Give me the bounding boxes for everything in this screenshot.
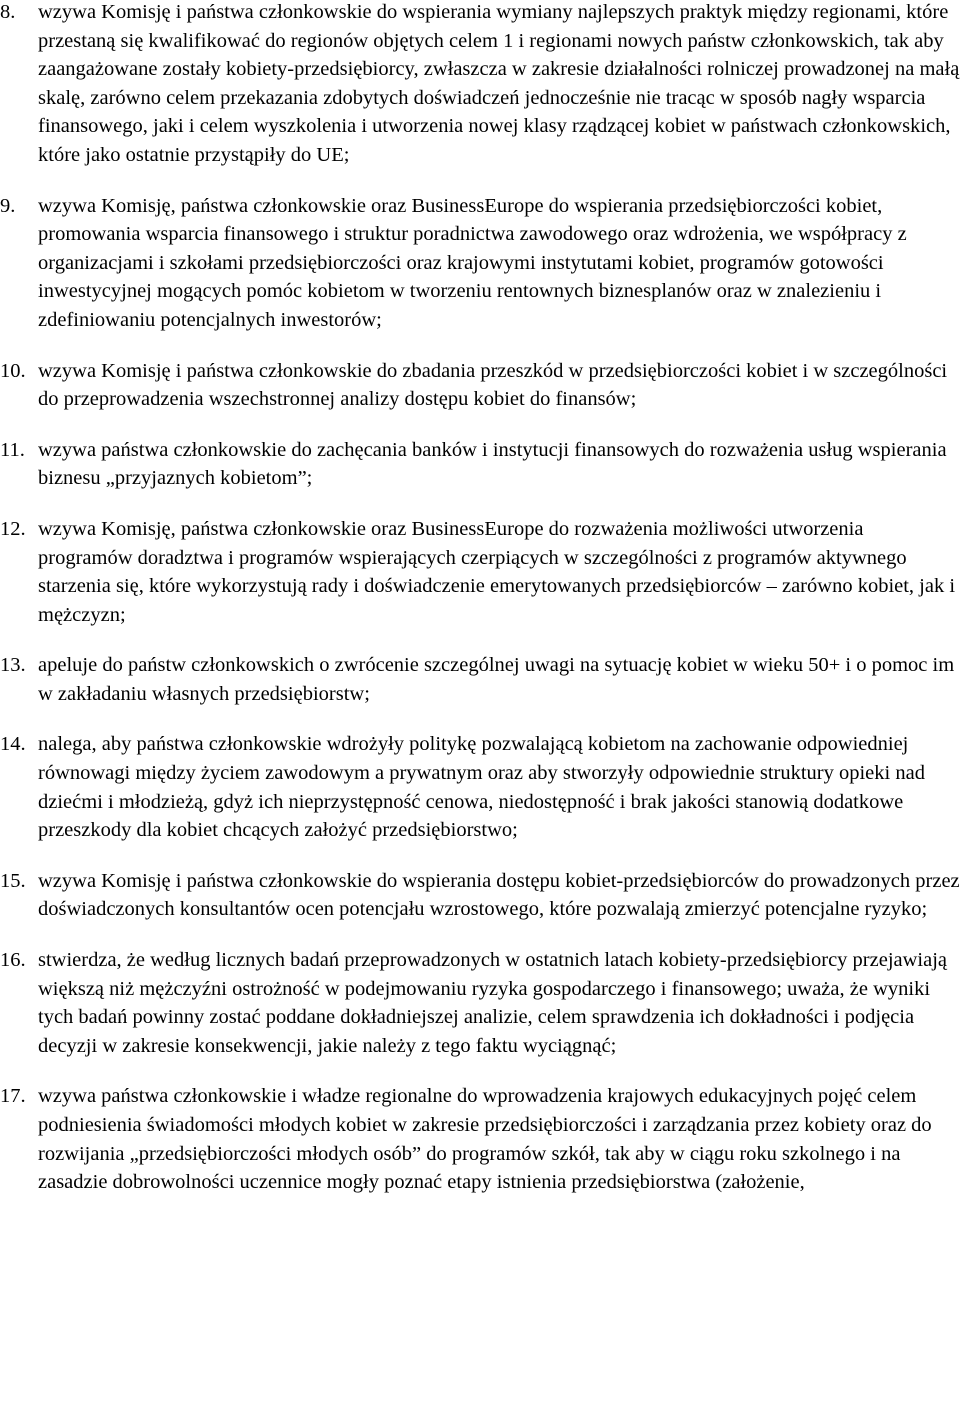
item-number: 9. [0,194,16,217]
item-text: wzywa Komisję i państwa członkowskie do wspierania wymiany najlepszych praktyk między regionami, które przestaną się kwalifikować do regionów objętych celem 1 i regionami nowych państw członkowskich, tak aby zaangażowane zostały kobiety-przedsiębiorcy, zwłaszcza w zakresie działalności rolniczej prowadzonej na małą skalę, zarówno celem przekazania zdobytych doświadczeń jednocześnie nie tracąc w sposób nagły wsparcia finansowego, jaki i celem wyszkolenia i utworzenia nowej klasy rządzącej kobiet w państwach członkowskich, które jako ostatnie przystąpiły do UE; [38,1,960,166]
list-item [0,515,960,629]
item-number: 16. [0,949,26,972]
list-item [0,357,960,414]
item-text: wzywa Komisję, państwa członkowskie oraz BusinessEurope do rozważenia możliwości utworzenia programów doradztwa i programów wspierających czerpiących w szczególności z programów aktywnego starzenia się, które wykorzystują rady i doświadczenie emerytowanych przedsiębiorców – zarówno kobiet, jak i mężczyzn; [38,517,956,626]
item-text: wzywa państwa członkowskie do zachęcania banków i instytucji finansowych do rozważenia usług wspierania biznesu „przyjaznych kobietom”; [38,438,947,490]
item-number: 11. [0,438,25,461]
item-text: wzywa Komisję, państwa członkowskie oraz BusinessEurope do wspierania przedsiębiorczości kobiet, promowania wsparcia finansowego i struktur poradnictwa zawodowego oraz wdrożenia, we współpracy z organizacjami i szkołami przedsiębiorczości oraz krajowymi instytutami kobiet, programów gotowości inwestycyjnej mogących pomóc kobietom w tworzeniu rentownych biznesplanów oraz w znalezieniu i zdefiniowaniu potencjalnych inwestorów; [38,194,907,331]
item-text: wzywa państwa członkowskie i władze regionalne do wprowadzenia krajowych edukacyjnych pojęć celem podniesienia świadomości młodych kobiet w zakresie przedsiębiorczości i zarządzania przez kobiety oraz do rozwijania „przedsiębiorczości młodych osób” do programów szkół, tak aby w ciągu roku szkolnego i na zasadzie dobrowolności uczennice mogły poznać etapy istnienia przedsiębiorstwa (założenie, [38,1085,932,1194]
list-item [0,730,960,844]
item-number: 10. [0,359,26,382]
item-number: 12. [0,517,26,540]
item-text: stwierdza, że według licznych badań przeprowadzonych w ostatnich latach kobiety-przedsiębiorcy przejawiają większą niż mężczyźni ostrożność w podejmowaniu ryzyka gospodarczego i finansowego; uważa, że wyniki tych badań powinny zostać poddane dokładniejszej analizie, celem sprawdzenia ich dokładności i podjęcia decyzji w zakresie konsekwencji, jakie należy z tego faktu wyciągnąć; [38,949,948,1057]
list-item [0,192,960,335]
list-item [0,946,960,1060]
item-text: nalega, aby państwa członkowskie wdrożyły politykę pozwalającą kobietom na zachowanie odpowiedniej równowagi między życiem zawodowym a prywatnym oraz aby stworzyły odpowiednie struktury opieki nad dziećmi i młodzieżą, gdyż ich nieprzystępność cenowa, niedostępność i brak jakości stanowią dodatkowe przeszkody dla kobiet chcących założyć przedsiębiorstwo; [38,733,925,842]
list-item [0,651,960,708]
item-number: 14. [0,733,26,756]
item-number: 17. [0,1085,26,1108]
list-item [0,1082,960,1196]
item-number: 13. [0,654,26,677]
item-text: wzywa Komisję i państwa członkowskie do wspierania dostępu kobiet-przedsiębiorców do prowadzonych przez doświadczonych konsultantów ocen potencjału wzrostowego, które pozwalają zmierzyć potencjalne ryzyko; [38,869,960,921]
item-number: 8. [0,1,16,23]
list-item [0,436,960,493]
list-item [0,867,960,924]
item-number: 15. [0,869,26,892]
list-item [0,0,960,170]
item-text: wzywa Komisję i państwa członkowskie do zbadania przeszkód w przedsiębiorczości kobiet i w szczególności do przeprowadzenia wszechstronnej analizy dostępu kobiet do finansów; [38,359,948,411]
item-text: apeluje do państw członkowskich o zwrócenie szczególnej uwagi na sytuację kobiet w wieku 50+ i o pomoc im w zakładaniu własnych przedsiębiorstw; [38,654,955,705]
